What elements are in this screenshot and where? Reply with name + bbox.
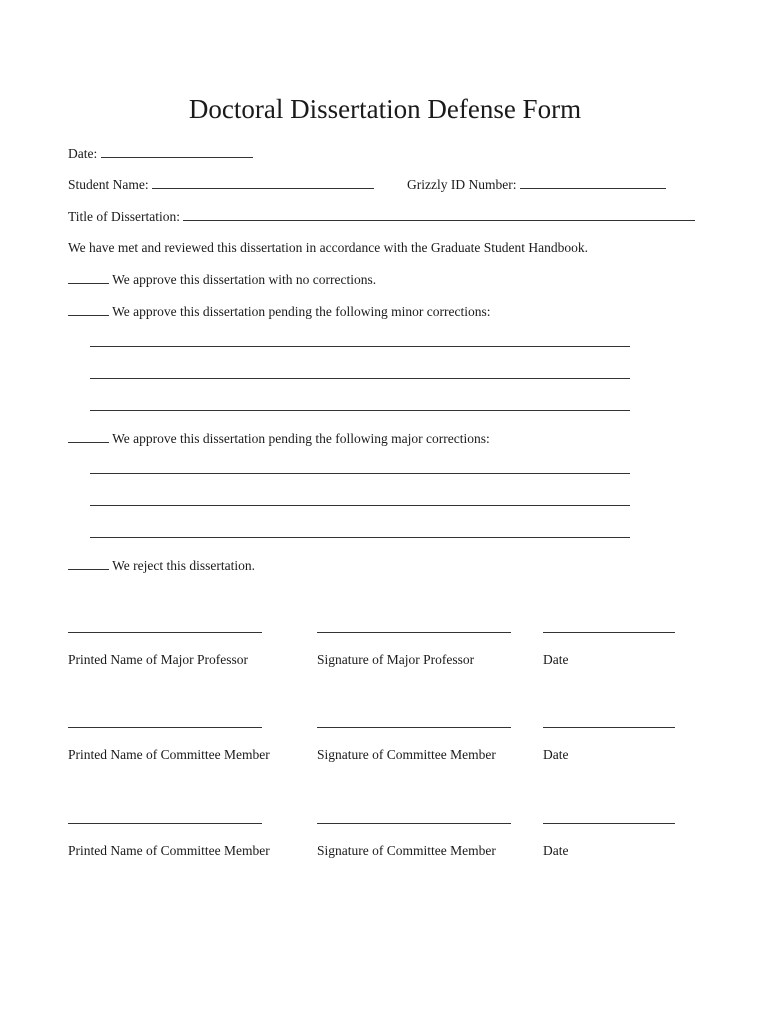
major-professor-signature-line[interactable]	[317, 632, 511, 633]
option-approve-major	[68, 430, 490, 447]
committee-member-1-printed-name-label: Printed Name of Committee Member	[68, 747, 270, 762]
option-approve-no-corrections-label: We approve this dissertation with no corrections.	[112, 272, 377, 287]
grizzly-id-field[interactable]	[520, 176, 666, 189]
option-reject	[68, 557, 255, 574]
option-approve-major-label: We approve this dissertation pending the following major corrections:	[112, 431, 490, 446]
major-professor-date-line[interactable]	[543, 632, 675, 633]
grizzly-id-row	[407, 176, 666, 193]
dissertation-title-row	[68, 208, 695, 225]
student-name-row	[68, 176, 374, 193]
committee-member-2-signature-line[interactable]	[317, 823, 511, 824]
option-approve-major-checkbox[interactable]	[68, 430, 109, 443]
date-field[interactable]	[101, 145, 253, 158]
option-approve-minor	[68, 303, 490, 320]
form-title: Doctoral Dissertation Defense Form	[188, 94, 582, 124]
statement-text: We have met and reviewed this dissertation in accordance with the Graduate Student Handbook.	[68, 240, 588, 255]
date-label: Date:	[68, 146, 98, 161]
committee-member-1-signature-label: Signature of Committee Member	[317, 747, 496, 762]
grizzly-id-label: Grizzly ID Number:	[407, 177, 517, 192]
option-reject-checkbox[interactable]	[68, 557, 109, 570]
committee-member-1-signature-line[interactable]	[317, 727, 511, 728]
option-approve-no-corrections	[68, 271, 376, 288]
major-corrections-line-1[interactable]	[90, 473, 630, 474]
committee-member-2-printed-name-label: Printed Name of Committee Member	[68, 843, 270, 858]
dissertation-title-field[interactable]	[183, 208, 695, 221]
committee-member-2-printed-name-line[interactable]	[68, 823, 262, 824]
minor-corrections-line-1[interactable]	[90, 346, 630, 347]
option-approve-no-corrections-checkbox[interactable]	[68, 271, 109, 284]
minor-corrections-line-3[interactable]	[90, 410, 630, 411]
student-name-field[interactable]	[152, 176, 374, 189]
committee-member-2-signature-label: Signature of Committee Member	[317, 843, 496, 858]
major-professor-date-label: Date	[543, 652, 569, 667]
committee-member-1-date-label: Date	[543, 747, 569, 762]
option-approve-minor-checkbox[interactable]	[68, 303, 109, 316]
dissertation-title-label: Title of Dissertation:	[68, 209, 181, 224]
option-reject-label: We reject this dissertation.	[112, 558, 256, 573]
committee-member-1-date-line[interactable]	[543, 727, 675, 728]
committee-member-2-date-label: Date	[543, 843, 569, 858]
committee-member-1-printed-name-line[interactable]	[68, 727, 262, 728]
student-name-label: Student Name:	[68, 177, 149, 192]
major-corrections-line-3[interactable]	[90, 537, 630, 538]
date-row	[68, 145, 253, 162]
major-professor-signature-label: Signature of Major Professor	[317, 652, 475, 667]
major-professor-printed-name-line[interactable]	[68, 632, 262, 633]
major-professor-printed-name-label: Printed Name of Major Professor	[68, 652, 248, 667]
minor-corrections-line-2[interactable]	[90, 378, 630, 379]
major-corrections-line-2[interactable]	[90, 505, 630, 506]
option-approve-minor-label: We approve this dissertation pending the following minor corrections:	[112, 304, 491, 319]
committee-member-2-date-line[interactable]	[543, 823, 675, 824]
